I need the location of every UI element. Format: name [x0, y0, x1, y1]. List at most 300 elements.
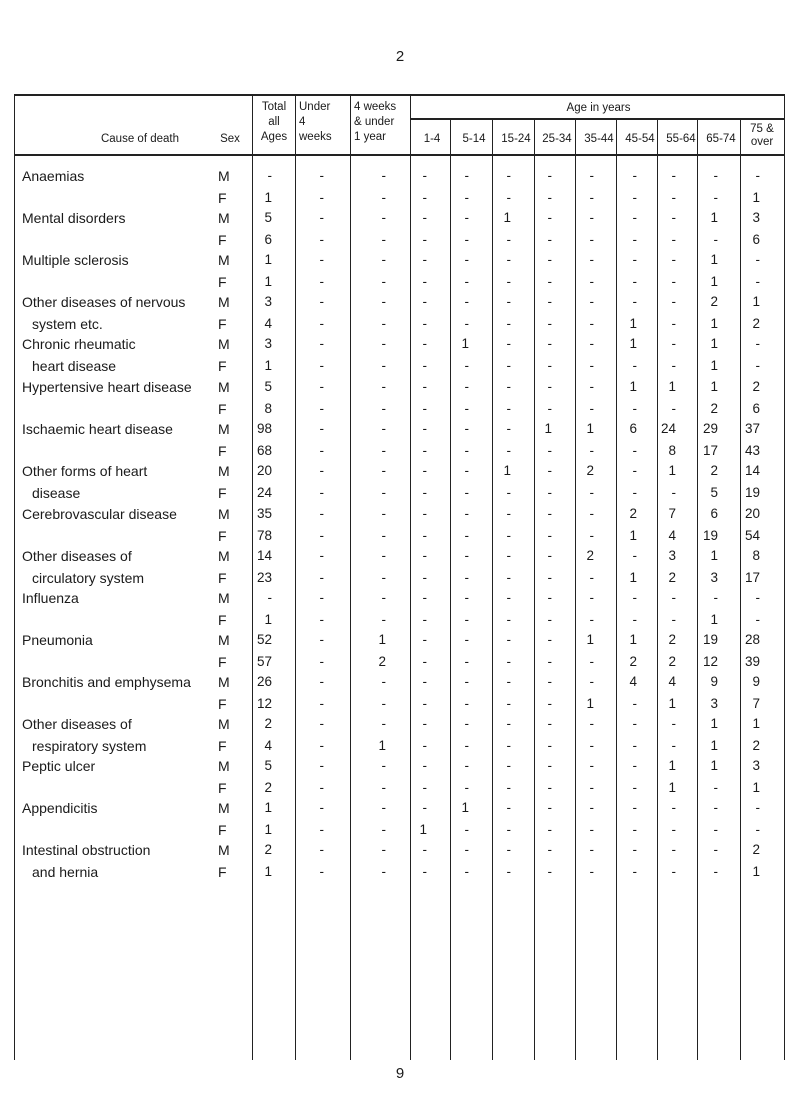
table-cell: - [381, 696, 386, 711]
table-cell: - [589, 780, 594, 795]
table-cell: - [589, 822, 594, 837]
table-cell: - [589, 528, 594, 543]
table-cell: - [589, 612, 594, 627]
table-cell: - [319, 800, 324, 815]
table-cell: - [464, 738, 469, 753]
table-cell: - [671, 316, 676, 331]
table-cell: - [589, 379, 594, 394]
table-cell: - [464, 612, 469, 627]
table-cell: - [464, 758, 469, 773]
cause-of-death: respiratory system [32, 738, 147, 754]
table-cell: - [319, 570, 324, 585]
table-cell: - [319, 822, 324, 837]
table-cell: - [506, 696, 511, 711]
header-total-line: Ages [260, 131, 288, 143]
table-cell: - [422, 842, 427, 857]
table-cell: 3 [710, 696, 718, 711]
table-cell: - [589, 274, 594, 289]
table-cell: - [755, 800, 760, 815]
table-cell: - [589, 758, 594, 773]
table-cell: 4 [668, 674, 676, 689]
table-cell: 1 [629, 379, 637, 394]
table-cell: - [755, 168, 760, 183]
table-cell: - [547, 252, 552, 267]
table-cell: - [381, 421, 386, 436]
table-cell: - [506, 336, 511, 351]
table-cell: 1 [503, 463, 511, 478]
table-cell: 2 [710, 401, 718, 416]
header-75-line: 75 & [750, 123, 774, 135]
table-cell: - [506, 485, 511, 500]
table-cell: - [632, 274, 637, 289]
sex-label: F [218, 738, 227, 754]
header-age-5-14: 5-14 [462, 133, 486, 145]
table-cell: - [422, 421, 427, 436]
table-cell: - [589, 485, 594, 500]
table-cell: 1 [264, 612, 272, 627]
table-cell: - [713, 590, 718, 605]
cause-of-death: Bronchitis and emphysema [22, 674, 191, 690]
table-cell: - [422, 506, 427, 521]
table-cell: 1 [752, 864, 760, 879]
table-cell: - [632, 822, 637, 837]
table-cell: - [589, 252, 594, 267]
column-divider [350, 94, 351, 1060]
table-cell: - [464, 590, 469, 605]
table-cell: - [422, 674, 427, 689]
table-cell: 1 [264, 822, 272, 837]
cause-of-death: Cerebrovascular disease [22, 506, 177, 522]
table-cell: - [589, 316, 594, 331]
table-cell: 1 [668, 780, 676, 795]
table-cell: 1 [710, 274, 718, 289]
table-cell: - [506, 506, 511, 521]
table-cell: - [464, 294, 469, 309]
table-cell: 3 [264, 336, 272, 351]
table-cell: - [464, 358, 469, 373]
table-cell: - [267, 590, 272, 605]
table-cell: - [547, 716, 552, 731]
table-cell: 1 [710, 738, 718, 753]
table-cell: 2 [586, 463, 594, 478]
table-cell: - [506, 421, 511, 436]
cause-of-death: Hypertensive heart disease [22, 379, 192, 395]
sex-label: M [218, 379, 230, 395]
column-divider [784, 94, 785, 1060]
header-age-65-74: 65-74 [706, 133, 736, 145]
table-cell: - [422, 654, 427, 669]
table-cell: - [506, 190, 511, 205]
table-cell: - [589, 590, 594, 605]
header-under4-line: 4 [299, 116, 306, 128]
table-cell: - [381, 336, 386, 351]
cause-of-death: Intestinal obstruction [22, 842, 151, 858]
table-cell: - [547, 654, 552, 669]
table-cell: - [506, 654, 511, 669]
table-cell: 1 [378, 632, 386, 647]
sex-label: M [218, 336, 230, 352]
table-cell: - [547, 463, 552, 478]
header-age-1-4: 1-4 [423, 133, 441, 145]
table-cell: - [422, 190, 427, 205]
table-cell: 14 [744, 463, 760, 478]
table-cell: - [755, 274, 760, 289]
table-cell: - [464, 506, 469, 521]
table-cell: - [464, 696, 469, 711]
table-cell: - [319, 274, 324, 289]
table-cell: - [632, 443, 637, 458]
table-cell: - [422, 570, 427, 585]
table-cell: - [713, 168, 718, 183]
cause-of-death: Pneumonia [22, 632, 93, 648]
sex-label: F [218, 190, 227, 206]
table-cell: - [589, 716, 594, 731]
table-cell: - [589, 738, 594, 753]
table-cell: - [464, 570, 469, 585]
header-age-75-over [742, 123, 782, 149]
table-cell: 2 [668, 654, 676, 669]
table-cell: 1 [586, 632, 594, 647]
header-under4-line: Under [299, 101, 331, 113]
cause-of-death: Peptic ulcer [22, 758, 96, 774]
table-cell: - [547, 548, 552, 563]
table-cell: - [381, 274, 386, 289]
table-cell: - [547, 780, 552, 795]
table-cell: - [589, 570, 594, 585]
table-cell: 2 [586, 548, 594, 563]
table-cell: - [589, 401, 594, 416]
table-cell: - [381, 443, 386, 458]
table-cell: 1 [629, 336, 637, 351]
table-cell: 26 [256, 674, 272, 689]
header-sex: Sex [220, 133, 240, 145]
table-cell: - [381, 548, 386, 563]
table-cell: - [464, 632, 469, 647]
sex-label: M [218, 758, 230, 774]
table-cell: 2 [752, 379, 760, 394]
table-cell: - [422, 716, 427, 731]
table-cell: 1 [629, 528, 637, 543]
table-cell: - [506, 548, 511, 563]
table-cell: - [632, 590, 637, 605]
table-cell: - [381, 800, 386, 815]
table-cell: - [319, 864, 324, 879]
table-cell: - [319, 654, 324, 669]
table-cell: 8 [752, 548, 760, 563]
table-cell: 1 [668, 379, 676, 394]
table-cell: - [464, 864, 469, 879]
header-total-line: Total [261, 101, 287, 113]
table-cell: - [632, 864, 637, 879]
sex-label: M [218, 716, 230, 732]
table-cell: - [506, 358, 511, 373]
table-cell: - [381, 190, 386, 205]
header-75-line: over [750, 136, 774, 148]
table-cell: - [547, 358, 552, 373]
table-cell: - [547, 822, 552, 837]
table-cell: - [632, 696, 637, 711]
table-cell: - [506, 252, 511, 267]
table-cell: - [319, 232, 324, 247]
table-cell: - [671, 336, 676, 351]
table-cell: 1 [264, 274, 272, 289]
cause-of-death: Anaemias [22, 168, 85, 184]
table-cell: - [422, 358, 427, 373]
table-cell: 1 [264, 190, 272, 205]
header-age-55-64: 55-64 [666, 133, 696, 145]
table-cell: - [589, 654, 594, 669]
table-cell: - [381, 401, 386, 416]
table-cell: 3 [752, 758, 760, 773]
table-cell: 1 [710, 612, 718, 627]
table-cell: - [319, 252, 324, 267]
table-cell: - [632, 232, 637, 247]
header-under4 [299, 100, 349, 145]
table-cell: - [506, 780, 511, 795]
cause-of-death: system etc. [32, 316, 103, 332]
table-cell: - [464, 716, 469, 731]
table-cell: - [547, 570, 552, 585]
table-cell: 2 [264, 716, 272, 731]
table-cell: - [464, 780, 469, 795]
cause-of-death: Other diseases of [22, 548, 132, 564]
cause-of-death: circulatory system [32, 570, 145, 586]
table-cell: 1 [752, 780, 760, 795]
table-cell: - [381, 316, 386, 331]
table-cell: 3 [668, 548, 676, 563]
table-cell: - [319, 758, 324, 773]
page-number-top: 2 [395, 48, 405, 65]
table-cell: - [506, 716, 511, 731]
sex-label: F [218, 358, 227, 374]
table-cell: - [422, 443, 427, 458]
header-age-15-24: 15-24 [501, 133, 531, 145]
table-cell: - [381, 232, 386, 247]
table-cell: 1 [710, 548, 718, 563]
table-cell: - [422, 316, 427, 331]
table-cell: 1 [668, 463, 676, 478]
table-cell: 1 [710, 316, 718, 331]
table-cell: - [319, 379, 324, 394]
table-cell: 54 [744, 528, 760, 543]
table-cell: - [755, 336, 760, 351]
cause-of-death: heart disease [32, 358, 117, 374]
table-cell: - [589, 842, 594, 857]
table-cell: - [422, 632, 427, 647]
table-cell: 1 [710, 358, 718, 373]
table-cell: 1 [710, 379, 718, 394]
table-cell: - [547, 864, 552, 879]
table-cell: 2 [752, 738, 760, 753]
sex-label: F [218, 316, 227, 332]
table-cell: - [632, 485, 637, 500]
table-cell: - [381, 716, 386, 731]
table-cell: 14 [256, 548, 272, 563]
table-cell: - [547, 612, 552, 627]
table-cell: - [547, 210, 552, 225]
table-cell: - [671, 716, 676, 731]
table-cell: 5 [264, 379, 272, 394]
table-cell: - [506, 232, 511, 247]
table-cell: 6 [264, 232, 272, 247]
table-cell: 12 [256, 696, 272, 711]
table-cell: 6 [629, 421, 637, 436]
table-cell: - [506, 528, 511, 543]
table-cell: 8 [668, 443, 676, 458]
table-cell: - [547, 294, 552, 309]
table-cell: - [319, 632, 324, 647]
table-cell: - [671, 168, 676, 183]
table-cell: - [547, 485, 552, 500]
sex-label: M [218, 294, 230, 310]
table-cell: - [547, 696, 552, 711]
table-cell: 4 [264, 316, 272, 331]
table-cell: - [319, 463, 324, 478]
table-cell: 8 [264, 401, 272, 416]
table-cell: - [547, 528, 552, 543]
table-cell: - [319, 443, 324, 458]
table-cell: 1 [586, 421, 594, 436]
table-cell: - [319, 696, 324, 711]
sex-label: M [218, 632, 230, 648]
table-cell: - [464, 190, 469, 205]
table-cell: 2 [668, 570, 676, 585]
table-cell: 1 [668, 696, 676, 711]
table-cell: - [671, 232, 676, 247]
table-cell: - [381, 842, 386, 857]
table-cell: - [381, 674, 386, 689]
table-cell: - [589, 800, 594, 815]
table-cell: - [547, 274, 552, 289]
table-cell: 1 [710, 252, 718, 267]
header-age-25-34: 25-34 [542, 133, 572, 145]
table-cell: 5 [710, 485, 718, 500]
table-cell: 1 [419, 822, 427, 837]
table-cell: - [506, 316, 511, 331]
table-cell: 4 [264, 738, 272, 753]
table-cell: - [755, 590, 760, 605]
page-number-bottom: 9 [395, 1065, 405, 1082]
sex-label: M [218, 210, 230, 226]
table-cell: - [319, 612, 324, 627]
table-cell: - [464, 210, 469, 225]
table-cell: - [319, 528, 324, 543]
table-cell: - [506, 379, 511, 394]
table-cell: - [381, 780, 386, 795]
table-cell: - [547, 738, 552, 753]
sex-label: F [218, 864, 227, 880]
sex-label: F [218, 612, 227, 628]
table-cell: 1 [544, 421, 552, 436]
table-cell: - [319, 485, 324, 500]
table-cell: - [319, 506, 324, 521]
table-cell: 9 [710, 674, 718, 689]
table-cell: 17 [702, 443, 718, 458]
table-cell: - [632, 210, 637, 225]
table-cell: 4 [629, 674, 637, 689]
table-cell: - [671, 612, 676, 627]
table-cell: 2 [378, 654, 386, 669]
table-cell: - [506, 758, 511, 773]
table-cell: - [589, 336, 594, 351]
table-cell: - [319, 421, 324, 436]
table-cell: - [506, 274, 511, 289]
header-4weeks-line: & under [354, 116, 395, 128]
sex-label: F [218, 654, 227, 670]
table-cell: - [589, 506, 594, 521]
table-cell: - [422, 528, 427, 543]
table-cell: - [381, 485, 386, 500]
sex-label: M [218, 842, 230, 858]
table-cell: - [464, 674, 469, 689]
table-cell: - [422, 336, 427, 351]
table-cell: - [589, 210, 594, 225]
table-cell: - [422, 612, 427, 627]
table-cell: 5 [264, 210, 272, 225]
sex-label: M [218, 590, 230, 606]
table-cell: - [422, 401, 427, 416]
table-cell: - [589, 443, 594, 458]
table-cell: - [381, 758, 386, 773]
table-cell: 57 [256, 654, 272, 669]
table-cell: - [547, 590, 552, 605]
table-cell: 3 [710, 570, 718, 585]
table-cell: 1 [629, 570, 637, 585]
header-under4-line: weeks [299, 131, 332, 143]
table-cell: 2 [264, 842, 272, 857]
table-cell: - [319, 358, 324, 373]
table-cell: 29 [702, 421, 718, 436]
table-cell: 12 [702, 654, 718, 669]
table-cell: - [713, 842, 718, 857]
table-cell: - [632, 190, 637, 205]
table-cell: - [319, 168, 324, 183]
table-cell: 37 [744, 421, 760, 436]
table-cell: 7 [668, 506, 676, 521]
table-cell: 68 [256, 443, 272, 458]
cause-of-death: Appendicitis [22, 800, 98, 816]
table-cell: 24 [256, 485, 272, 500]
sex-label: F [218, 401, 227, 417]
table-cell: - [319, 590, 324, 605]
table-cell: - [422, 210, 427, 225]
table-cell: - [381, 570, 386, 585]
table-cell: - [381, 528, 386, 543]
table-cell: - [547, 232, 552, 247]
table-cell: 1 [264, 864, 272, 879]
table-cell: - [713, 780, 718, 795]
table-cell: 1 [264, 800, 272, 815]
table-cell: 1 [629, 632, 637, 647]
table-cell: 98 [256, 421, 272, 436]
table-cell: - [464, 252, 469, 267]
sex-label: F [218, 696, 227, 712]
sex-label: F [218, 570, 227, 586]
cause-of-death: Chronic rheumatic [22, 336, 136, 352]
cause-of-death: Other diseases of [22, 716, 132, 732]
table-cell: - [547, 190, 552, 205]
table-cell: - [381, 864, 386, 879]
table-cell: - [632, 252, 637, 267]
table-cell: - [319, 842, 324, 857]
table-cell: 2 [752, 316, 760, 331]
table-cell: - [506, 590, 511, 605]
header-total [254, 100, 294, 145]
cause-of-death: Influenza [22, 590, 79, 606]
header-bottom-rule [14, 154, 785, 156]
table-cell: - [267, 168, 272, 183]
table-cell: - [506, 864, 511, 879]
